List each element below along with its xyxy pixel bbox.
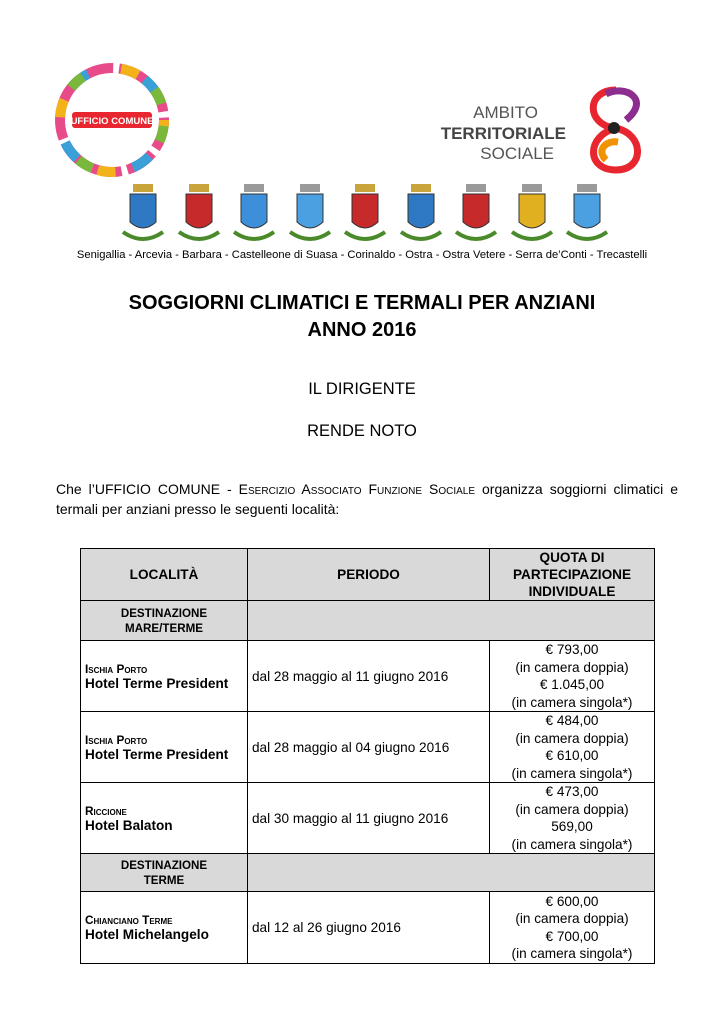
location-cell (81, 712, 248, 783)
price-cell: € 484,00 (in camera doppia) € 610,00 (in camera singola*) (490, 712, 655, 783)
municipal-crests (120, 182, 610, 248)
destination-label: DESTINAZIONE TERME (81, 854, 248, 892)
crest-icon (342, 182, 388, 246)
hotel-name: Hotel Balaton (85, 817, 173, 833)
intro-paragraph (56, 479, 678, 519)
destination-row-mare-terme (81, 601, 655, 641)
intro-before: Che l’UFFICIO COMUNE - (56, 481, 239, 497)
hotel-name: Hotel Terme President (85, 675, 229, 691)
municipalities-list: Senigallia - Arcevia - Barbara - Castelleone di Suasa - Corinaldo - Ostra - Ostra Vetere - Serra de’Conti - Trecastelli (76, 249, 648, 261)
header-quota: QUOTA DI PARTECIPAZIONE INDIVIDUALE (490, 549, 655, 601)
rende-noto-heading: RENDE NOTO (307, 422, 417, 440)
price-cell: € 793,00 (in camera doppia) € 1.045,00 (in camera singola*) (490, 641, 655, 712)
logo-right-line3: SOCIALE (480, 144, 554, 163)
logo-left-text: UFFICIO COMUNE (70, 116, 154, 127)
ufficio-comune-logo (48, 58, 176, 182)
crest-icon (453, 182, 499, 246)
hotel-name: Hotel Terme President (85, 746, 229, 762)
header-periodo: PERIODO (248, 549, 490, 601)
intro-after: organizza soggiorni climatici e termali per anziani presso le seguenti località: (56, 481, 679, 517)
location-cell (81, 783, 248, 854)
period-cell: dal 28 maggio al 11 giugno 2016 (248, 641, 490, 712)
place-name: Ischia Porto (85, 661, 148, 676)
crest-icon (231, 182, 277, 246)
table-row (81, 712, 655, 783)
crest-icon (509, 182, 555, 246)
destinations-table (80, 548, 655, 964)
crest-icon (398, 182, 444, 246)
location-cell (81, 641, 248, 712)
logo-right-line1: AMBITO (473, 103, 538, 122)
header-localita: LOCALITÀ (81, 549, 248, 601)
place-name: Chianciano Terme (85, 913, 173, 927)
intro-smallcaps: Esercizio Associato Funzione Sociale (238, 481, 476, 497)
price-cell: € 600,00 (in camera doppia) € 700,00 (in camera singola*) (490, 892, 655, 964)
crest-icon (287, 182, 333, 246)
crest-icon (564, 182, 610, 246)
dirigente-heading: IL DIRIGENTE (308, 380, 416, 398)
title-line1: SOGGIORNI CLIMATICI E TERMALI PER ANZIANI (128, 292, 596, 314)
ambito-territoriale-logo (440, 84, 668, 176)
price-cell: € 473,00 (in camera doppia) 569,00 (in camera singola*) (490, 783, 655, 854)
destination-row-terme (81, 854, 655, 892)
page-title (0, 290, 724, 344)
logo-right-line2: TERRITORIALE (440, 124, 566, 143)
place-name: Ischia Porto (85, 732, 148, 747)
location-cell (81, 892, 248, 964)
period-cell: dal 30 maggio al 11 giugno 2016 (248, 783, 490, 854)
title-line2: ANNO 2016 (307, 319, 417, 341)
crest-icon (120, 182, 166, 246)
table-row (81, 892, 655, 964)
table-row (81, 783, 655, 854)
period-cell: dal 28 maggio al 04 giugno 2016 (248, 712, 490, 783)
crest-icon (176, 182, 222, 246)
table-row (81, 641, 655, 712)
period-cell: dal 12 al 26 giugno 2016 (248, 892, 490, 964)
destination-label: DESTINAZIONE MARE/TERME (81, 601, 248, 641)
place-name: Riccione (85, 803, 127, 818)
hotel-name: Hotel Michelangelo (85, 927, 209, 942)
table-header-row (81, 549, 655, 601)
